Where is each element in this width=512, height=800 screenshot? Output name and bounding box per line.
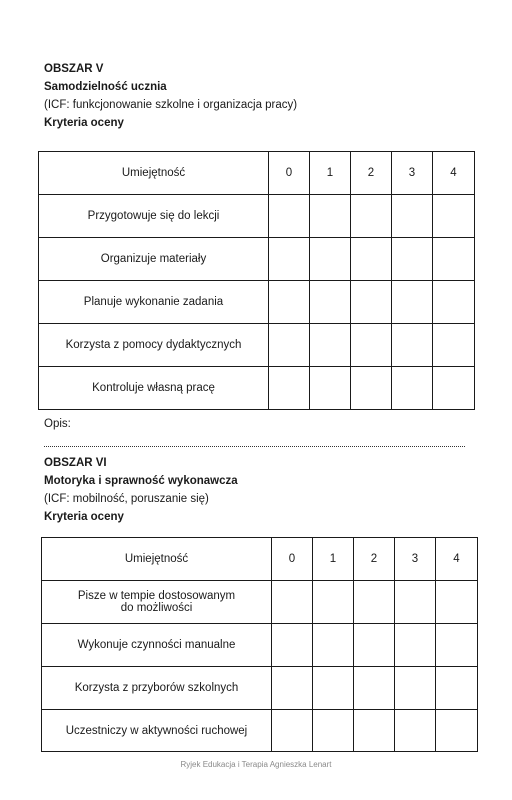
skill-label: Wykonuje czynności manualne (42, 624, 272, 667)
footer-credit: Ryjek Edukacja i Terapia Agnieszka Lenart (180, 760, 332, 769)
score-cell[interactable] (395, 710, 436, 752)
score-cell[interactable] (313, 624, 354, 667)
table-row (39, 367, 475, 410)
score-cell[interactable] (272, 667, 313, 710)
table-row (42, 624, 478, 667)
score-cell[interactable] (310, 367, 351, 410)
table-header-row (39, 152, 475, 195)
score-cell[interactable] (354, 667, 395, 710)
section5-heading (44, 60, 297, 132)
table-header-row (42, 538, 478, 581)
icf-note: (ICF: funkcjonowanie szkolne i organizacja pracy) (44, 99, 298, 111)
score-cell[interactable] (313, 581, 354, 624)
score-cell[interactable] (395, 667, 436, 710)
skill-label: Korzysta z pomocy dydaktycznych (39, 324, 269, 367)
score-cell[interactable] (433, 367, 475, 410)
skill-label-line-1: Pisze w tempie dostosowanym (77, 590, 236, 602)
score-cell[interactable] (351, 281, 392, 324)
section5-table (38, 151, 475, 410)
criteria-label: Kryteria oceny (44, 117, 124, 129)
header-score-4: 4 (436, 538, 478, 581)
header-score-2: 2 (351, 152, 392, 195)
icf-note: (ICF: mobilność, poruszanie się) (44, 493, 209, 505)
header-skill: Umiejętność (39, 152, 269, 195)
score-cell[interactable] (392, 195, 433, 238)
score-cell[interactable] (433, 324, 475, 367)
table-row (42, 710, 478, 752)
score-cell[interactable] (351, 324, 392, 367)
score-cell[interactable] (313, 710, 354, 752)
area-title: OBSZAR VI (44, 457, 107, 469)
description-line[interactable] (44, 446, 465, 447)
score-cell[interactable] (433, 281, 475, 324)
header-score-0: 0 (272, 538, 313, 581)
score-cell[interactable] (310, 281, 351, 324)
score-cell[interactable] (272, 624, 313, 667)
score-cell[interactable] (269, 195, 310, 238)
table-row (39, 238, 475, 281)
area-title: OBSZAR V (44, 63, 104, 75)
score-cell[interactable] (310, 238, 351, 281)
skill-label: Planuje wykonanie zadania (39, 281, 269, 324)
score-cell[interactable] (272, 710, 313, 752)
score-cell[interactable] (351, 367, 392, 410)
skill-label: Organizuje materiały (39, 238, 269, 281)
skill-label-line-2: do możliwości (120, 602, 193, 614)
area-subtitle: Motoryka i sprawność wykonawcza (44, 475, 238, 487)
header-score-4: 4 (433, 152, 475, 195)
score-cell[interactable] (351, 238, 392, 281)
score-cell[interactable] (269, 238, 310, 281)
header-score-1: 1 (313, 538, 354, 581)
score-cell[interactable] (310, 195, 351, 238)
score-cell[interactable] (272, 581, 313, 624)
skill-label: Korzysta z przyborów szkolnych (42, 667, 272, 710)
score-cell[interactable] (354, 624, 395, 667)
score-cell[interactable] (392, 238, 433, 281)
score-cell[interactable] (392, 367, 433, 410)
score-cell[interactable] (269, 324, 310, 367)
skill-label: Kontroluje własną pracę (39, 367, 269, 410)
header-skill: Umiejętność (42, 538, 272, 581)
skill-label: Uczestniczy w aktywności ruchowej (42, 710, 272, 752)
skill-label: Przygotowuje się do lekcji (39, 195, 269, 238)
section6-heading (44, 454, 238, 526)
header-score-1: 1 (310, 152, 351, 195)
table-row (42, 667, 478, 710)
score-cell[interactable] (436, 581, 478, 624)
score-cell[interactable] (269, 367, 310, 410)
score-cell[interactable] (436, 667, 478, 710)
table-row (39, 324, 475, 367)
table-row (39, 195, 475, 238)
skill-label (42, 581, 272, 624)
section6-table (41, 537, 478, 752)
score-cell[interactable] (395, 624, 436, 667)
header-score-3: 3 (392, 152, 433, 195)
score-cell[interactable] (392, 281, 433, 324)
score-cell[interactable] (310, 324, 351, 367)
score-cell[interactable] (395, 581, 436, 624)
score-cell[interactable] (436, 624, 478, 667)
header-score-3: 3 (395, 538, 436, 581)
score-cell[interactable] (436, 710, 478, 752)
header-score-2: 2 (354, 538, 395, 581)
score-cell[interactable] (354, 581, 395, 624)
description-label: Opis: (44, 418, 71, 430)
score-cell[interactable] (351, 195, 392, 238)
score-cell[interactable] (433, 195, 475, 238)
score-cell[interactable] (392, 324, 433, 367)
score-cell[interactable] (313, 667, 354, 710)
header-score-0: 0 (269, 152, 310, 195)
table-row (39, 281, 475, 324)
area-subtitle: Samodzielność ucznia (44, 81, 167, 93)
score-cell[interactable] (269, 281, 310, 324)
score-cell[interactable] (433, 238, 475, 281)
score-cell[interactable] (354, 710, 395, 752)
criteria-label: Kryteria oceny (44, 511, 124, 523)
table-row (42, 581, 478, 624)
